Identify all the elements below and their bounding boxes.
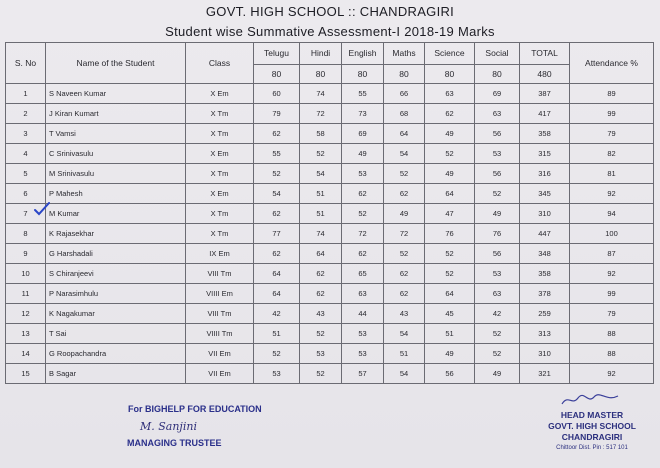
cell-maths: 51 — [384, 344, 425, 364]
table-row — [6, 344, 654, 364]
school-title: GOVT. HIGH SCHOOL :: CHANDRAGIRI — [205, 4, 455, 19]
cell-maths: 54 — [384, 144, 425, 164]
cell-social: 42 — [475, 304, 520, 324]
cell-maths: 52 — [384, 164, 425, 184]
cell-maths: 52 — [384, 244, 425, 264]
cell-telugu: 64 — [254, 284, 300, 304]
cell-total: 447 — [520, 224, 570, 244]
cell-telugu: 64 — [254, 264, 300, 284]
cell-class: VII Em — [186, 344, 254, 364]
cell-english: 53 — [342, 344, 384, 364]
cell-english: 73 — [342, 104, 384, 124]
stamp-line-2: GOVT. HIGH SCHOOL — [548, 421, 636, 431]
cell-maths: 54 — [384, 324, 425, 344]
cell-sno: 14 — [6, 344, 46, 364]
cell-attendance: 99 — [570, 104, 654, 124]
col-header-sno: S. No — [6, 43, 46, 84]
cell-hindi: 51 — [300, 204, 342, 224]
cell-class: VIIII Tm — [186, 324, 254, 344]
cell-attendance: 92 — [570, 184, 654, 204]
cell-hindi: 43 — [300, 304, 342, 324]
cell-attendance: 92 — [570, 364, 654, 384]
cell-total: 321 — [520, 364, 570, 384]
headmaster-stamp — [532, 410, 652, 454]
cell-class: VII Em — [186, 364, 254, 384]
cell-science: 64 — [425, 284, 475, 304]
cell-sno: 13 — [6, 324, 46, 344]
cell-sno: 12 — [6, 304, 46, 324]
stamp-line-4: Chittoor Dist. Pin : 517 101 — [556, 445, 628, 451]
cell-name: P Narasimhulu — [46, 284, 186, 304]
cell-science: 64 — [425, 184, 475, 204]
table-row — [6, 164, 654, 184]
cell-sno: 4 — [6, 144, 46, 164]
cell-name: T Sai — [46, 324, 186, 344]
cell-maths: 49 — [384, 204, 425, 224]
cell-name: G Harshadali — [46, 244, 186, 264]
cell-name: M Kumar — [46, 204, 186, 224]
cell-class: X Tm — [186, 124, 254, 144]
cell-science: 49 — [425, 124, 475, 144]
cell-total: 358 — [520, 264, 570, 284]
cell-english: 52 — [342, 204, 384, 224]
table-row — [6, 284, 654, 304]
cell-total: 259 — [520, 304, 570, 324]
cell-class: VIII Tm — [186, 304, 254, 324]
cell-maths: 62 — [384, 184, 425, 204]
cell-name: K Nagakumar — [46, 304, 186, 324]
cell-attendance: 79 — [570, 304, 654, 324]
cell-science: 51 — [425, 324, 475, 344]
cell-hindi: 74 — [300, 224, 342, 244]
max-marks-total: 480 — [520, 65, 570, 84]
cell-telugu: 77 — [254, 224, 300, 244]
cell-hindi: 74 — [300, 84, 342, 104]
max-marks-hindi: 80 — [300, 65, 342, 84]
cell-social: 56 — [475, 124, 520, 144]
headmaster-signature-icon — [560, 392, 620, 408]
cell-name: C Srinivasulu — [46, 144, 186, 164]
cell-maths: 72 — [384, 224, 425, 244]
cell-hindi: 51 — [300, 184, 342, 204]
cell-social: 49 — [475, 364, 520, 384]
cell-attendance: 100 — [570, 224, 654, 244]
cell-class: X Tm — [186, 204, 254, 224]
col-header-telugu: Telugu — [254, 43, 300, 65]
table-row — [6, 224, 654, 244]
cell-sno: 1 — [6, 84, 46, 104]
cell-science: 62 — [425, 104, 475, 124]
col-header-social: Social — [475, 43, 520, 65]
cell-maths: 54 — [384, 364, 425, 384]
cell-class: IX Em — [186, 244, 254, 264]
cell-hindi: 62 — [300, 264, 342, 284]
table-row — [6, 324, 654, 344]
cell-sno: 6 — [6, 184, 46, 204]
cell-hindi: 58 — [300, 124, 342, 144]
cell-science: 76 — [425, 224, 475, 244]
max-marks-science: 80 — [425, 65, 475, 84]
cell-science: 49 — [425, 164, 475, 184]
col-header-name: Name of the Student — [46, 43, 186, 84]
cell-science: 47 — [425, 204, 475, 224]
cell-science: 52 — [425, 144, 475, 164]
cell-telugu: 62 — [254, 244, 300, 264]
org-line: For BIGHELP FOR EDUCATION — [128, 404, 262, 414]
cell-english: 53 — [342, 324, 384, 344]
cell-english: 69 — [342, 124, 384, 144]
cell-telugu: 42 — [254, 304, 300, 324]
student-rows — [6, 84, 654, 384]
cell-telugu: 52 — [254, 164, 300, 184]
cell-total: 348 — [520, 244, 570, 264]
cell-social: 52 — [475, 324, 520, 344]
cell-social: 76 — [475, 224, 520, 244]
cell-sno: 2 — [6, 104, 46, 124]
cell-science: 52 — [425, 244, 475, 264]
cell-maths: 64 — [384, 124, 425, 144]
cell-total: 316 — [520, 164, 570, 184]
table-row — [6, 204, 654, 224]
cell-telugu: 62 — [254, 204, 300, 224]
cell-english: 53 — [342, 164, 384, 184]
cell-hindi: 54 — [300, 164, 342, 184]
col-header-attendance: Attendance % — [570, 43, 654, 84]
cell-name: G Roopachandra — [46, 344, 186, 364]
table-row — [6, 304, 654, 324]
cell-science: 45 — [425, 304, 475, 324]
cell-social: 52 — [475, 344, 520, 364]
cell-name: S Chiranjeevi — [46, 264, 186, 284]
cell-total: 387 — [520, 84, 570, 104]
trustee-title: MANAGING TRUSTEE — [127, 438, 222, 448]
cell-attendance: 88 — [570, 344, 654, 364]
cell-maths: 43 — [384, 304, 425, 324]
table-row — [6, 244, 654, 264]
table-row — [6, 124, 654, 144]
cell-total: 310 — [520, 344, 570, 364]
cell-english: 72 — [342, 224, 384, 244]
col-header-hindi: Hindi — [300, 43, 342, 65]
cell-attendance: 94 — [570, 204, 654, 224]
cell-science: 49 — [425, 344, 475, 364]
max-marks-maths: 80 — [384, 65, 425, 84]
cell-name: M Srinivasulu — [46, 164, 186, 184]
cell-total: 313 — [520, 324, 570, 344]
cell-telugu: 79 — [254, 104, 300, 124]
cell-social: 49 — [475, 204, 520, 224]
max-marks-english: 80 — [342, 65, 384, 84]
cell-science: 63 — [425, 84, 475, 104]
cell-maths: 62 — [384, 264, 425, 284]
cell-hindi: 62 — [300, 284, 342, 304]
table-row — [6, 84, 654, 104]
stamp-line-3: CHANDRAGIRI — [561, 432, 623, 442]
report-subtitle: Student wise Summative Assessment-I 2018-19 Marks — [165, 24, 495, 39]
cell-telugu: 60 — [254, 84, 300, 104]
cell-name: S Naveen Kumar — [46, 84, 186, 104]
cell-class: X Tm — [186, 224, 254, 244]
cell-attendance: 88 — [570, 324, 654, 344]
cell-class: VIII Tm — [186, 264, 254, 284]
cell-hindi: 64 — [300, 244, 342, 264]
cell-class: X Em — [186, 144, 254, 164]
cell-telugu: 54 — [254, 184, 300, 204]
trustee-signature: M. Sanjini — [140, 420, 197, 433]
cell-science: 52 — [425, 264, 475, 284]
cell-sno: 3 — [6, 124, 46, 144]
cell-total: 417 — [520, 104, 570, 124]
col-header-science: Science — [425, 43, 475, 65]
table-row — [6, 104, 654, 124]
cell-hindi: 52 — [300, 144, 342, 164]
cell-english: 57 — [342, 364, 384, 384]
cell-name: J Kiran Kumart — [46, 104, 186, 124]
cell-maths: 68 — [384, 104, 425, 124]
table-row — [6, 264, 654, 284]
cell-telugu: 53 — [254, 364, 300, 384]
cell-maths: 66 — [384, 84, 425, 104]
cell-social: 63 — [475, 284, 520, 304]
cell-english: 63 — [342, 284, 384, 304]
cell-class: X Em — [186, 84, 254, 104]
cell-attendance: 92 — [570, 264, 654, 284]
table-row — [6, 144, 654, 164]
marks-table — [5, 42, 654, 384]
cell-sno: 9 — [6, 244, 46, 264]
cell-social: 53 — [475, 144, 520, 164]
cell-attendance: 79 — [570, 124, 654, 144]
cell-hindi: 52 — [300, 324, 342, 344]
cell-name: P Mahesh — [46, 184, 186, 204]
cell-english: 65 — [342, 264, 384, 284]
cell-social: 56 — [475, 164, 520, 184]
stamp-line-1: HEAD MASTER — [560, 410, 624, 420]
cell-attendance: 89 — [570, 84, 654, 104]
cell-sno: 10 — [6, 264, 46, 284]
cell-english: 44 — [342, 304, 384, 324]
max-marks-social: 80 — [475, 65, 520, 84]
col-header-total: TOTAL — [520, 43, 570, 65]
cell-total: 378 — [520, 284, 570, 304]
cell-total: 315 — [520, 144, 570, 164]
cell-social: 69 — [475, 84, 520, 104]
cell-attendance: 99 — [570, 284, 654, 304]
cell-english: 62 — [342, 244, 384, 264]
cell-telugu: 52 — [254, 344, 300, 364]
cell-total: 310 — [520, 204, 570, 224]
cell-science: 56 — [425, 364, 475, 384]
cell-hindi: 52 — [300, 364, 342, 384]
cell-english: 49 — [342, 144, 384, 164]
cell-hindi: 72 — [300, 104, 342, 124]
cell-name: T Vamsi — [46, 124, 186, 144]
cell-total: 345 — [520, 184, 570, 204]
cell-social: 53 — [475, 264, 520, 284]
cell-class: X Em — [186, 184, 254, 204]
cell-class: X Tm — [186, 164, 254, 184]
cell-social: 63 — [475, 104, 520, 124]
cell-english: 62 — [342, 184, 384, 204]
cell-sno: 11 — [6, 284, 46, 304]
cell-telugu: 55 — [254, 144, 300, 164]
cell-hindi: 53 — [300, 344, 342, 364]
cell-attendance: 81 — [570, 164, 654, 184]
cell-social: 56 — [475, 244, 520, 264]
cell-sno: 5 — [6, 164, 46, 184]
col-header-english: English — [342, 43, 384, 65]
cell-attendance: 82 — [570, 144, 654, 164]
cell-social: 52 — [475, 184, 520, 204]
table-row — [6, 184, 654, 204]
cell-sno: 8 — [6, 224, 46, 244]
cell-class: VIIII Em — [186, 284, 254, 304]
check-mark-icon — [34, 202, 50, 216]
cell-maths: 62 — [384, 284, 425, 304]
cell-attendance: 87 — [570, 244, 654, 264]
table-row — [6, 364, 654, 384]
cell-telugu: 51 — [254, 324, 300, 344]
cell-sno: 15 — [6, 364, 46, 384]
cell-english: 55 — [342, 84, 384, 104]
cell-name: B Sagar — [46, 364, 186, 384]
cell-name: K Rajasekhar — [46, 224, 186, 244]
cell-total: 358 — [520, 124, 570, 144]
col-header-class: Class — [186, 43, 254, 84]
cell-telugu: 62 — [254, 124, 300, 144]
col-header-maths: Maths — [384, 43, 425, 65]
max-marks-telugu: 80 — [254, 65, 300, 84]
cell-class: X Tm — [186, 104, 254, 124]
cell-sno: 7 — [6, 204, 46, 224]
